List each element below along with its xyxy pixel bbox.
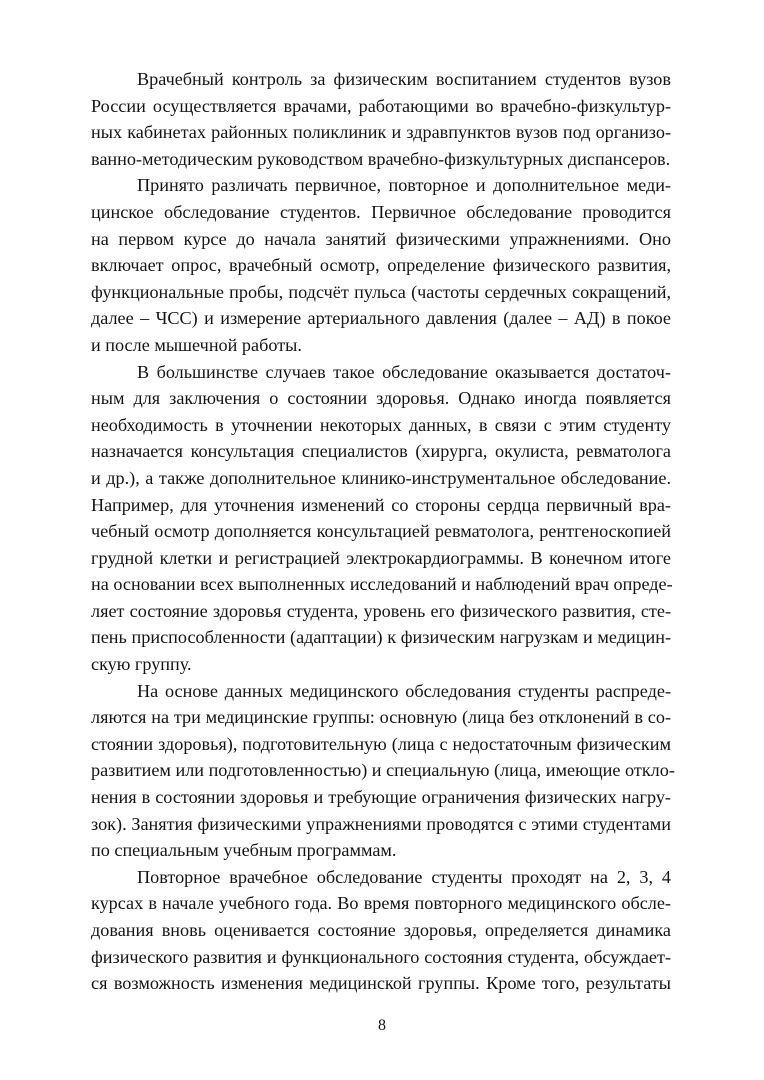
paragraph (91, 359, 671, 678)
text-line: Врачебный контроль за физическим воспитанием студентов вузов (137, 69, 671, 89)
text-line: на основании всех выполненных исследований и наблюдений врач опреде- (91, 574, 673, 595)
paragraph (91, 678, 675, 864)
page-number: 8 (378, 1017, 386, 1034)
text-line: Например, для уточнения изменений со стороны сердца первичный вра- (91, 494, 671, 515)
text-line: курсах в начале учебного года. Во время повторного медицинского обсле- (91, 893, 671, 914)
text-line: дования вновь оценивается состояние здоровья, определяется динамика (91, 920, 671, 940)
text-line: и др.), а также дополнительное клинико-инструментальное обследование. (91, 467, 671, 488)
text-line: функциональные пробы, подсчёт пульса (частоты сердечных сокращений, (91, 281, 671, 302)
text-line: включает опрос, врачебный осмотр, определение физического развития, (91, 255, 671, 276)
text-line: далее – ЧСС) и измерение артериального давления (далее – АД) в покое (91, 308, 671, 329)
text-line: цинское обследование студентов. Первичное обследование проводится (91, 201, 671, 222)
text-line: ных кабинетах районных поликлиник и здравпунктов вузов под организо- (91, 122, 671, 143)
text-line: На основе данных медицинского обследования студенты распреде- (137, 680, 671, 701)
text-line: грудной клетки и регистрацией электрокардиограммы. В конечном итоге (91, 547, 671, 568)
text-line: развитием или подготовленностью) и специальную (лица, имеющие откло- (91, 760, 675, 781)
text-line: по специальным учебным программам. (91, 840, 397, 861)
text-line: чебный осмотр дополняется консультацией ревматолога, рентгеноскопией (91, 521, 671, 542)
text-line: Принято различать первичное, повторное и дополнительное меди- (137, 175, 671, 196)
text-line: назначается консультация специалистов (хирурга, окулиста, ревматолога (91, 441, 671, 462)
paragraph (91, 172, 671, 358)
text-line: зок). Занятия физическими упражнениями проводятся с этими студентами (91, 813, 671, 834)
text-line: ся возможность изменения медицинской группы. Кроме того, результаты (91, 973, 671, 994)
text-line: физического развития и функционального состояния студента, обсуждает- (91, 946, 671, 967)
text-line: нения в состоянии здоровья и требующие ограничения физических нагру- (91, 787, 671, 808)
text-line: России осуществляется врачами, работающими во врачебно-физкультур- (91, 95, 671, 116)
page-body (91, 66, 675, 997)
paragraph (91, 864, 671, 997)
text-line: В большинстве случаев такое обследование оказывается достаточ- (137, 361, 671, 382)
text-line: ляются на три медицинские группы: основную (лица без отклонений в со- (91, 707, 671, 728)
text-line: пень приспособленности (адаптации) к физическим нагрузкам и медицин- (91, 627, 671, 648)
paragraph (91, 66, 671, 172)
text-line: и после мышечной работы. (91, 334, 302, 355)
text-line: стоянии здоровья), подготовительную (лица с недостаточным физическим (91, 733, 671, 754)
text-line: ным для заключения о состоянии здоровья. Однако иногда появляется (91, 388, 671, 409)
text-line: ванно-методическим руководством врачебно-физкультурных диспансеров. (91, 148, 671, 169)
text-line: Повторное врачебное обследование студенты проходят на 2, 3, 4 (137, 866, 671, 887)
text-line: ляет состояние здоровья студента, уровень его физического развития, сте- (91, 600, 671, 621)
text-line: скую группу. (91, 654, 192, 675)
text-line: необходимость в уточнении некоторых данных, в связи с этим студенту (91, 414, 671, 435)
text-line: на первом курсе до начала занятий физическими упражнениями. Оно (91, 228, 671, 249)
